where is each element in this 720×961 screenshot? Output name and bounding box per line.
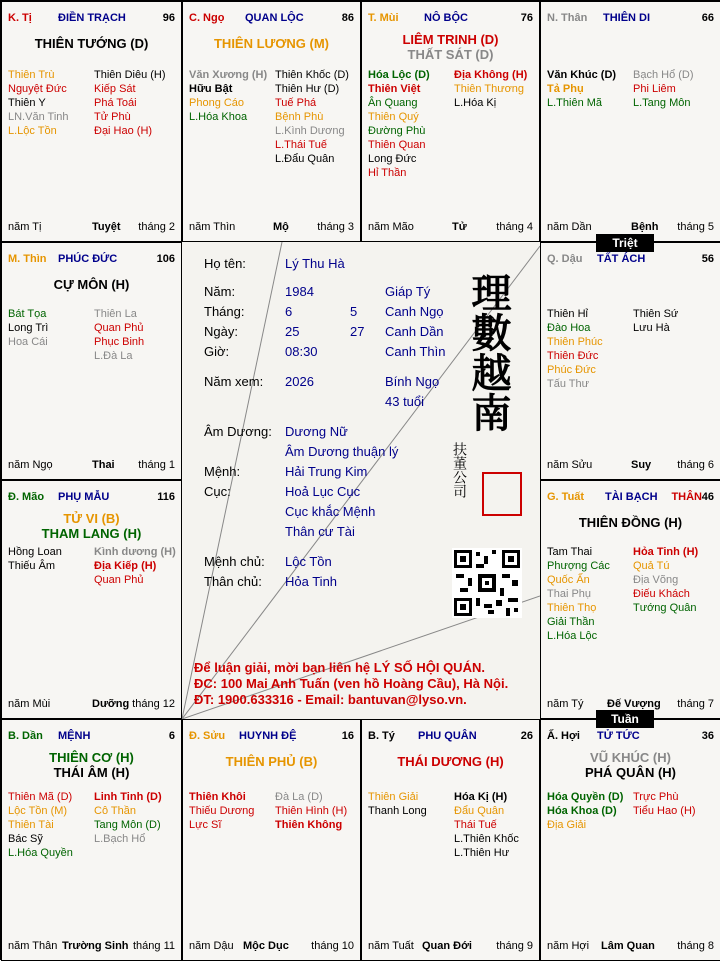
minor-star: Hỏa Tinh (H) [633,546,699,558]
menhchu-label: Mệnh chủ: [204,554,265,569]
life-stage: Bệnh [631,221,659,233]
minor-star: Thiên Quý [368,111,419,123]
than-marker: THÂN [671,491,702,503]
minor-star: L.Thái Tuế [275,139,327,151]
minor-star: Đại Hao (H) [94,125,153,137]
minor-star: Văn Xương (H) [189,69,268,81]
palace-footer [189,940,354,954]
minor-star: Ân Quang [368,97,418,109]
palace-name: TỬ TỨC [597,730,640,742]
minor-star: Lộc Tồn (M) [8,805,68,817]
minor-star: Tang Môn (D) [94,819,161,831]
cycle-month: tháng 7 [677,698,714,710]
branch-label: K. Tị [8,12,32,24]
palace-header [547,491,714,507]
minor-star: Thiên Việt [368,83,421,95]
name-value: Lý Thu Hà [285,256,345,271]
palace-name: PHÚC ĐỨC [58,253,118,265]
palace-name: HUYNH ĐỆ [239,730,297,742]
left-star-column [547,790,623,832]
main-star: TỬ VI (B) [63,511,120,526]
palace-age: 66 [701,12,714,24]
branch-label: B. Tý [368,730,395,742]
cycle-year: năm Mão [368,221,414,233]
main-star: LIÊM TRINH (D) [402,32,499,47]
minor-star: Thiên Phúc [547,336,603,348]
month-label: Tháng: [204,304,245,319]
life-stage: Trường Sinh [62,940,129,952]
palace-name: ĐIỀN TRẠCH [58,12,126,24]
right-star-column [94,790,162,846]
palace-footer [547,459,714,473]
palace-name: MỆNH [58,730,91,742]
minor-star: Kiếp Sát [94,83,136,95]
minor-star: Hồng Loan [8,546,62,558]
minor-star: Thiếu Âm [8,560,56,572]
branch-label: N. Thân [547,12,588,24]
minor-star: Hóa Quyền (D) [547,791,624,803]
palace-cell-tuat [540,480,720,719]
branch-label: M. Thìn [8,253,47,265]
palace-footer [547,221,714,235]
minor-star: Phong Cáo [189,97,245,109]
cuc-value: Hoả Lục Cục [285,484,361,499]
minor-star: Thiên Đức [547,350,599,362]
center-panel [182,242,540,719]
minor-star: Tử Phù [94,111,131,123]
day-solar: 25 [285,324,300,339]
minor-star: Địa Kiếp (H) [94,560,157,572]
right-star-column [633,307,678,335]
main-star: THIÊN PHỦ (B) [225,754,318,769]
main-star: THÁI DƯƠNG (H) [397,754,504,769]
palace-cell-dan [1,719,182,961]
minor-star: Bệnh Phù [275,111,324,123]
right-star-column [454,790,519,860]
left-star-column [189,68,267,124]
month-lunar: 5 [350,304,358,319]
branch-label: Đ. Sửu [189,730,226,742]
main-star: THIÊN LƯƠNG (M) [213,36,330,51]
minor-star: Thiên Mã (D) [8,791,73,803]
minor-star: Thai Phụ [547,588,592,600]
palace-name: THIÊN DI [603,12,651,24]
palace-name: QUAN LỘC [245,12,304,24]
palace-age: 16 [341,730,354,742]
palace-footer [8,698,175,712]
palace-name: PHỤ MẪU [58,491,110,503]
minor-star: Thiên Không [275,819,343,831]
main-star: THIÊN TƯỚNG (D) [34,36,149,51]
minor-star: Thiên Giải [368,791,419,803]
cycle-month: tháng 6 [677,459,714,471]
minor-star: Thanh Long [368,805,427,817]
life-stage: Quan Đới [422,940,472,952]
minor-star: L.Thiên Mã [547,97,603,109]
minor-star: Phượng Các [547,560,610,572]
minor-star: L.Đà La [94,350,133,362]
year-value: 1984 [285,284,314,299]
cuc-label: Cục: [204,484,231,499]
left-star-column [547,68,616,110]
palace-header [8,253,175,269]
minor-star: Thiên Sứ [633,308,679,320]
thanchu-value: Hỏa Tinh [285,574,338,589]
left-star-column [8,545,62,573]
hour-canchi: Canh Thìn [385,344,446,359]
cycle-month: tháng 8 [677,940,714,952]
year-canchi: Giáp Tý [385,284,431,299]
minor-star: Hóa Kị (H) [454,791,508,803]
age-value: 43 tuổi [385,394,425,409]
minor-star: Hóa Lộc (D) [368,69,430,81]
palace-cell-hoi [540,719,720,961]
cycle-month: tháng 5 [677,221,714,233]
palace-footer [368,221,533,235]
left-star-column [368,790,427,818]
minor-star: Thái Tuế [454,819,497,831]
main-star: VŨ KHÚC (H) [590,750,671,765]
cycle-year: năm Dậu [189,940,234,952]
minor-star: Địa Không (H) [454,69,528,81]
palace-age: 76 [520,12,533,24]
minor-star: L.Bạch Hổ [94,833,146,845]
branch-label: G. Tuất [547,491,585,503]
contact-line-1: Để luận giải, mời bạn liên hệ LÝ SỐ HỘI QUÁN. [194,660,485,675]
seal-side-text: 扶董公司 [451,442,467,498]
minor-star: Bát Tọa [8,308,47,320]
left-star-column [8,790,73,860]
main-star: THẤT SÁT (D) [407,47,494,62]
day-lunar: 27 [350,324,365,339]
qr-code[interactable] [452,548,522,618]
month-canchi: Canh Ngọ [385,304,444,319]
minor-star: Kình dương (H) [94,546,176,558]
menh-label: Mệnh: [204,464,241,479]
palace-cell-suu [182,719,361,961]
minor-star: Hỉ Thần [368,167,407,179]
palace-name: TẤT ÁCH [597,253,646,265]
minor-star: L.Hóa Lộc [547,630,598,642]
life-stage: Suy [631,459,652,471]
amduong-value: Dương Nữ [285,424,348,439]
minor-star: Văn Khúc (D) [547,69,617,81]
life-stage: Đế Vượng [607,698,661,710]
minor-star: Hóa Khoa (D) [547,805,617,817]
main-star: CỰ MÔN (H) [53,277,130,292]
palace-age: 46 [701,491,714,503]
cycle-month: tháng 1 [138,459,175,471]
life-stage: Tuyệt [92,221,121,233]
main-star: THAM LANG (H) [41,526,142,541]
minor-star: Tả Phụ [547,83,584,95]
left-star-column [189,790,254,832]
minor-star: Đào Hoa [547,322,591,334]
minor-star: Thiên Thọ [547,602,597,614]
minor-star: Quan Phủ [94,574,144,586]
palace-name: PHU QUÂN [418,730,477,742]
cycle-year: năm Dần [547,221,592,233]
hour-label: Giờ: [204,344,230,359]
minor-star: Thiên Thương [454,83,525,95]
palace-header [189,730,354,746]
amduong-label: Âm Dương: [204,424,272,439]
minor-star: Linh Tinh (D) [94,791,162,803]
minor-star: L.Đẩu Quân [275,153,335,165]
view-year-value: 2026 [285,374,314,389]
palace-age: 86 [341,12,354,24]
palace-age: 6 [168,730,175,742]
day-canchi: Canh Dần [385,324,444,339]
palace-cell-than [540,1,720,242]
cycle-year: năm Tuất [368,940,414,952]
cycle-year: năm Ngọ [8,459,53,471]
branch-label: Ấ. Hợi [547,730,580,742]
right-star-column [94,68,166,138]
palace-cell-ti [1,1,182,242]
right-star-column [633,545,698,615]
life-stage: Lâm Quan [601,940,655,952]
cycle-month: tháng 4 [496,221,533,233]
minor-star: Quốc Ấn [547,574,590,586]
palace-cell-mui [361,1,540,242]
left-star-column [8,68,69,138]
minor-star: Phá Toái [94,97,137,109]
right-star-column [275,790,347,832]
minor-star: Thiên Tài [8,819,54,831]
minor-star: Địa Võng [633,574,679,586]
minor-star: Phục Binh [94,336,145,348]
minor-star: L.Tang Môn [633,97,691,109]
main-star: PHÁ QUÂN (H) [585,765,676,780]
tuan-tag: Tuần [596,710,654,728]
palace-header [189,12,354,28]
palace-cell-dau [540,242,720,480]
cycle-month: tháng 2 [138,221,175,233]
thanchu-label: Thân chủ: [204,574,262,589]
menhchu-value: Lộc Tồn [285,554,332,569]
minor-star: LN.Văn Tinh [8,111,69,123]
branch-label: B. Dần [8,730,43,742]
minor-star: Thiên Diêu (H) [94,69,166,81]
life-stage: Tử [452,221,467,233]
palace-name: TÀI BẠCH [605,491,658,503]
life-stage: Mộc Dục [243,940,289,952]
palace-footer [547,940,714,954]
palace-age: 26 [520,730,533,742]
cycle-year: năm Mùi [8,698,51,710]
minor-star: L.Hóa Kị [454,97,497,109]
palace-header [368,12,533,28]
palace-cell-mao [1,480,182,719]
palace-header [8,12,175,28]
minor-star: Trực Phù [633,791,679,803]
minor-star: Long Đức [368,153,417,165]
minor-star: Thiên Quan [368,139,426,151]
minor-star: Thiên Khôi [189,791,246,803]
minor-star: Thiên Trù [8,69,55,81]
main-star: THIÊN ĐỒNG (H) [578,515,683,530]
palace-footer [189,221,354,235]
palace-age: 96 [162,12,175,24]
palace-footer [8,940,175,954]
minor-star: Tấu Thư [547,378,590,390]
cycle-month: tháng 9 [496,940,533,952]
palace-footer [368,940,533,954]
palace-header [547,730,714,746]
palace-footer [8,221,175,235]
minor-star: Lực Sĩ [189,819,222,831]
palace-age: 116 [157,491,175,503]
minor-star: Đà La (D) [275,791,323,803]
minor-star: L.Kình Dương [275,125,345,137]
minor-star: Quả Tú [633,560,670,572]
right-star-column [633,790,696,818]
left-star-column [8,307,48,349]
minor-star: Địa Giải [547,819,587,831]
branch-label: Đ. Mão [8,491,45,503]
minor-star: Thiếu Dương [189,805,255,817]
menh-value: Hải Trung Kim [285,464,368,479]
calligraphy-text: 理數越南 [465,272,512,432]
view-year-canchi: Bính Ngọ [385,374,440,389]
right-star-column [633,68,694,110]
minor-star: Lưu Hà [633,322,670,334]
minor-star: Cô Thần [94,805,136,817]
left-star-column [547,307,603,391]
cycle-month: tháng 3 [317,221,354,233]
minor-star: Giải Thần [547,616,595,628]
cycle-year: năm Sửu [547,459,593,471]
cycle-month: tháng 12 [132,698,175,710]
month-solar: 6 [285,304,293,319]
cycle-year: năm Tý [547,698,584,710]
minor-star: L.Hóa Khoa [189,111,248,123]
minor-star: Đường Phù [368,125,426,137]
minor-star: Hoa Cái [8,336,48,348]
life-stage: Mộ [273,221,289,233]
branch-label: Q. Dậu [547,253,583,265]
cycle-month: tháng 10 [311,940,354,952]
cuc-note: Cục khắc Mệnh [285,504,376,519]
day-label: Ngày: [204,324,238,339]
minor-star: Quan Phủ [94,322,144,334]
contact-line-3[interactable]: ĐT: 1900.633316 - Email: bantuvan@lyso.vn. [194,692,467,707]
minor-star: Thiên Y [8,97,46,109]
cycle-year: năm Tị [8,221,42,233]
minor-star: Thiên Khốc (D) [275,69,349,81]
left-star-column [368,68,430,180]
contact-line-2: ĐC: 100 Mai Anh Tuấn (ven hồ Hoàng Cầu), Hà Nội. [194,676,509,691]
minor-star: Hữu Bật [189,83,233,95]
minor-star: L.Hóa Quyền [8,847,73,859]
left-star-column [547,545,610,643]
main-star: THIÊN CƠ (H) [49,750,134,765]
palace-cell-thin [1,242,182,480]
hour-value: 08:30 [285,344,318,359]
palace-header [8,730,175,746]
minor-star: L.Thiên Hư [454,847,510,859]
minor-star: Tướng Quân [633,602,697,614]
palace-cell-ty [361,719,540,961]
palace-header [547,12,714,28]
right-star-column [94,545,176,587]
view-year-label: Năm xem: [204,374,264,389]
minor-star: Thiên Hư (D) [275,83,340,95]
minor-star: Bạch Hổ (D) [633,69,694,81]
palace-age: 106 [156,253,175,265]
minor-star: Thiên La [94,308,137,320]
right-star-column [275,68,349,166]
main-star: THÁI ÂM (H) [53,765,130,780]
than-cu-note: Thân cư Tài [285,524,355,539]
triet-tag: Triệt [596,234,654,252]
palace-cell-ngo [182,1,361,242]
right-star-column [454,68,527,110]
minor-star: L.Lộc Tồn [8,125,57,137]
amduong-note: Âm Dương thuận lý [285,444,399,459]
right-star-column [94,307,144,363]
year-label: Năm: [204,284,236,299]
branch-label: C. Ngọ [189,12,225,24]
cycle-year: năm Thìn [189,221,236,233]
minor-star: Tuế Phá [275,97,317,109]
cycle-year: năm Hợi [547,940,590,952]
red-seal [482,472,522,516]
minor-star: Bác Sỹ [8,833,43,845]
minor-star: Tam Thai [547,546,593,558]
palace-header [547,253,714,269]
minor-star: Thiên Hỉ [547,308,588,320]
minor-star: Long Trì [8,322,49,334]
palace-age: 56 [701,253,714,265]
minor-star: L.Thiên Khốc [454,833,519,845]
palace-age: 36 [701,730,714,742]
palace-header [368,730,533,746]
cycle-year: năm Thân [8,940,58,952]
life-stage: Thai [92,459,115,471]
minor-star: Điếu Khách [633,588,690,600]
minor-star: Phúc Đức [547,364,596,376]
palace-footer [8,459,175,473]
palace-header [8,491,175,507]
minor-star: Nguyệt Đức [8,83,67,95]
minor-star: Đẩu Quân [454,805,505,817]
life-stage: Dưỡng [92,698,130,710]
cycle-month: tháng 11 [132,940,175,952]
branch-label: T. Mùi [368,12,399,24]
name-label: Họ tên: [204,256,246,271]
minor-star: Thiên Hình (H) [275,805,348,817]
minor-star: Tiểu Hao (H) [633,805,696,817]
minor-star: Phi Liêm [633,83,676,95]
palace-name: NÔ BỘC [424,12,468,24]
